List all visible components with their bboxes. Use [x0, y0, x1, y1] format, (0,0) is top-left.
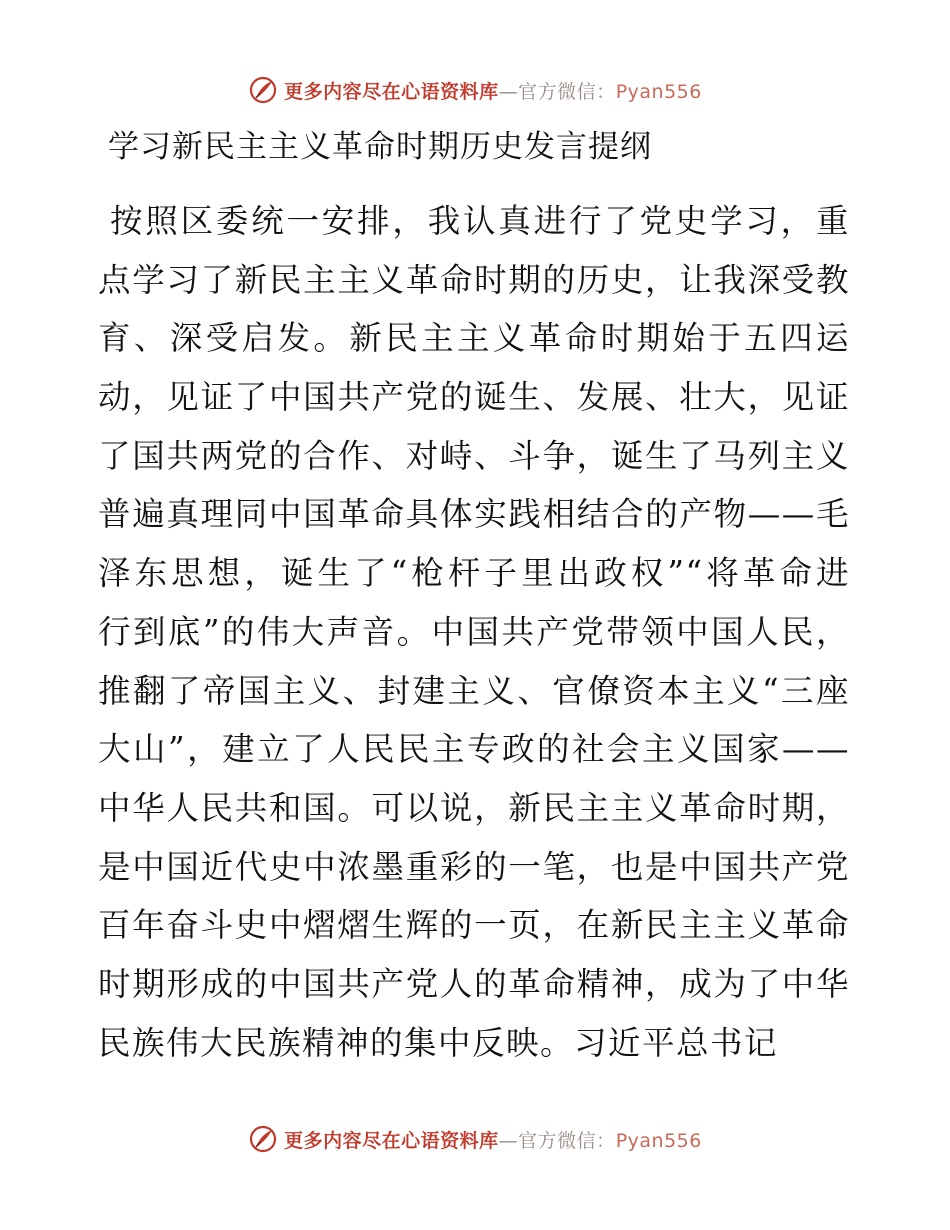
watermark-text: 更多内容尽在心语资料库—官方微信：Pyan556 [284, 1129, 702, 1152]
document-title: 学习新民主主义革命时期历史发言提纲 [108, 129, 652, 165]
body-line: 大山”，建立了人民民主专政的社会主义国家—— [98, 730, 850, 769]
body-line: 行到底”的伟大声音。中国共产党带领中国人民， [98, 612, 850, 651]
body-line: 百年奋斗史中熠熠生辉的一页，在新民主主义革命 [98, 906, 850, 945]
document-body [98, 196, 850, 1076]
body-line: 推翻了帝国主义、封建主义、官僚资本主义“三座 [98, 671, 850, 710]
header-watermark [0, 73, 950, 107]
body-line: 时期形成的中国共产党人的革命精神，成为了中华 [98, 964, 850, 1003]
body-line: 中华人民共和国。可以说，新民主主义革命时期， [98, 788, 850, 827]
body-line: 普遍真理同中国革命具体实践相结合的产物——毛 [98, 495, 850, 534]
footer-watermark [0, 1122, 950, 1156]
body-line: 动，见证了中国共产党的诞生、发展、壮大，见证 [98, 378, 850, 417]
body-line: 点学习了新民主主义革命时期的历史，让我深受教 [98, 260, 850, 299]
body-line: 了国共两党的合作、对峙、斗争，诞生了马列主义 [98, 436, 850, 475]
body-line: 是中国近代史中浓墨重彩的一笔，也是中国共产党 [98, 847, 850, 886]
quill-logo-icon [248, 75, 278, 105]
quill-logo-icon [248, 1124, 278, 1154]
body-line: 育、深受启发。新民主主义革命时期始于五四运 [98, 319, 850, 358]
watermark-text: 更多内容尽在心语资料库—官方微信：Pyan556 [284, 80, 702, 103]
body-line: 民族伟大民族精神的集中反映。习近平总书记 [98, 1023, 779, 1062]
body-line: 泽东思想，诞生了“枪杆子里出政权”“将革命进 [98, 554, 850, 593]
body-line: 按照区委统一安排，我认真进行了党史学习，重 [110, 202, 850, 240]
